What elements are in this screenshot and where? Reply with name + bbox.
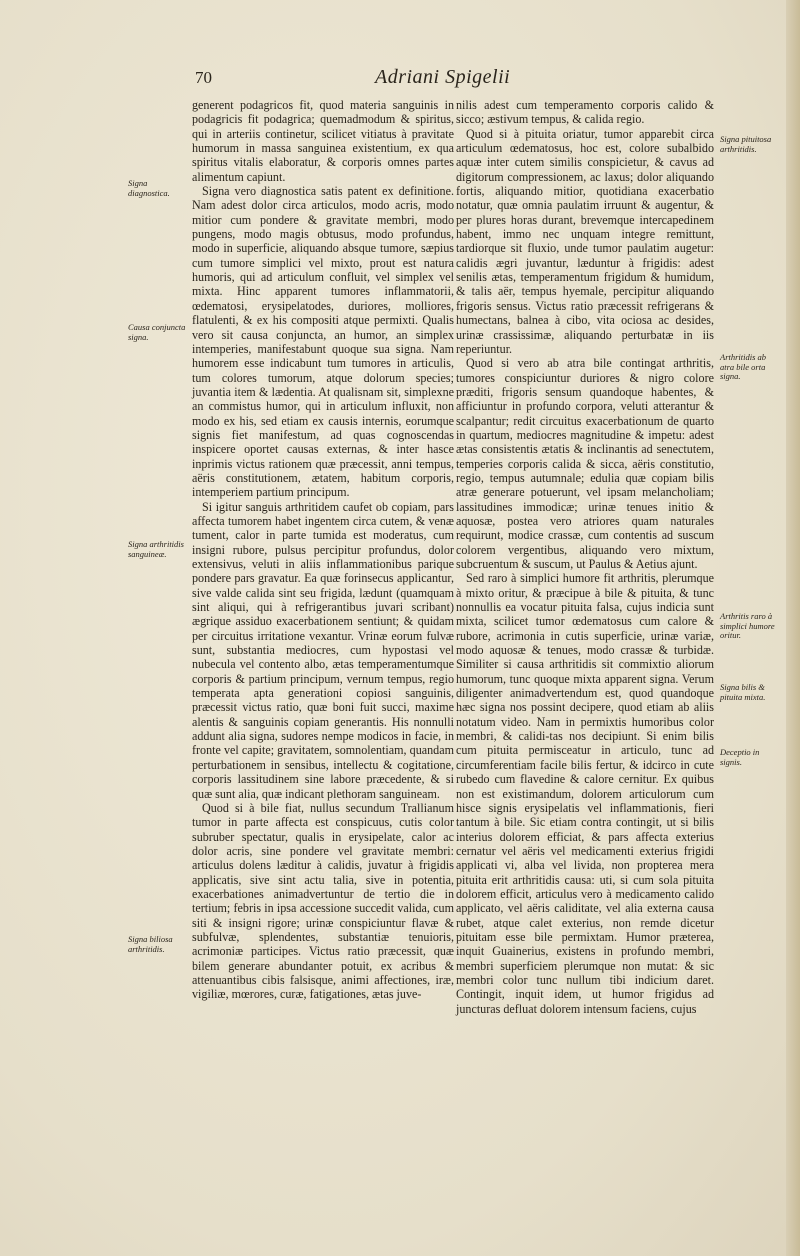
paragraph: Quod si vero ab atra bile contingat arthritis, tumores conspiciuntur duriores & nigro colore præditi, frigoris sensum quandoque habentes, & afficiuntur in profundo corpora, veluti atterantur & scalpantur; redit circuitus exacerbationum de quarto in quartum, mediocres magnitudine & impetu: adest ætas consistentis ætatis & inclinantis ad senectutem, temperies corporis calida & sicca, aëris constitutio, regio, tempus autumnale; edulia quæ copiam bilis atræ generare potuerunt, vel ipsam melancholiam; lassitudines immodicæ; urinæ tenues initio & aquosæ, postea vero atriores quam naturales requirunt, modice crassæ, cum contentis ad suscum colorem vergentibus, aliquando vero mixtum, subcruentum & suscum, ut Paulus & Aetius ajunt. [456,356,714,571]
margin-note: Signa bilis & pituita mixta. [720,682,766,702]
page-header [195,68,735,92]
paragraph: Quod si à pituita oriatur, tumor apparebit circa articulum œdematosus, hoc est, colore subalbido aquæ inter cutem similis conspicietur, & cavus ad digitorum compressionem, ac laxus; dolor aliquando fortis, aliquando mitior, quotidiana exacerbatio notatur, quæ omnia paulatim irruunt & augentur, & per plures horas durant, brevemque intercapedinem habent, immo nec unquam integre remittunt, tardiorque sit fluxio, unde tumor paulatim augetur: calidis ægri juvantur, læduntur à frigidis: adest senilis ætas, temperamentum frigidum & humidum, & talis aër, tempus hyemale, percipitur aliquando frigoris sensus. Victus ratio præcessit refrigerans & humectans, balnea à cibo, vita ociosa ac desides, urinæ crassissimæ, aliquando perturbatæ in iis reperiuntur. [456,126,714,356]
margin-note: Causa conjuncta signa. [128,322,186,342]
paragraph: Signa vero diagnostica satis patent ex definitione. Nam adest dolor circa articulos, modo acris, modo mitior cum pondere & gravitate membri, modo pungens, modo magis obtusus, modo profundus, modo in superficie, aliquando absque tumore, sæpius cum tumore simplici vel mixto, prout est natura humoris, qui ad articulum confluit, vel simplex vel mixta. Hinc apparent tumores inflammatorii, œdematosi, erysipelatodes, duriores, molliores, flatulenti, & ex his compositi atque permixti. Qualis vero sit causa conjuncta, an humor, an simplex intemperies, manifestabunt quoque sua signa. Nam humorem esse indicabunt tum tumores in articulis, tum colores tumorum, atque dolorum species; juvantia item & lædentia. At qualisnam sit, simplexne an commistus humor, qui in articulum influxit, non modo ex his, sed etiam ex causis internis, eorumque signis fiet manifestum, ad quas cognoscendas inspicere oportet causas externas, & inter hasce inprimis victus rationem quæ præcessit, anni tempus, aëris constitutionem, ætatem, habitum corporis, intemperiem partium principum. [192,184,454,500]
left-column [192,98,454,1002]
page-edge [786,0,800,1256]
paragraph: generent podagricos fit, quod materia sanguinis in podagricis fit podagrica; quemadmodum & spiritus, qui in arteriis continetur, scilicet vitiatus à pravitate humorum in massa sanguinea existentium, ex qua spiritus vitalis elaboratur, & corporis omnes partes alimentum capiunt. [192,98,454,184]
margin-note: Signa pituitosa arthritidis. [720,134,772,154]
page-number: 70 [195,68,212,87]
right-column [456,98,714,1016]
margin-note: Deceptio in signis. [720,747,760,767]
paragraph: Quod si à bile fiat, nullus secundum Trallianum tumor in parte affecta est conspicuus, cutis color subruber spectatur, qualis in erysipelate, calor ac dolor acris, sine pondere vel gravitate membri: articulus dolens læditur à calidis, juvatur à frigidis applicatis, sive sint actu talia, sive in potentia, exacerbationes animadvertuntur de tertio die in tertium; febris in ipsa accessione succedit valida, cum siti & insigni rigore; urinæ conspiciuntur flavæ & subfulvæ, splendentes, substantiæ tenuioris, acrimoniæ participes. Victus ratio præcessit, quæ bilem generare abundanter potuit, ex acribus & attenuantibus cibis falsisque, animi affectiones, iræ, vigiliæ, mœrores, curæ, fatigationes, ætas juve- [192,800,454,1002]
margin-note: Signa biliosa arthritidis. [128,934,173,954]
margin-note: Signa diagnostica. [128,178,170,198]
running-title: Adriani Spigelii [375,66,511,88]
margin-note: Arthritidis ab atra bile orta signa. [720,352,767,381]
paragraph: Sed raro à simplici humore fit arthritis, plerumque à mixto oritur, & præcipue à bile & pituita, & tunc nonnullis ea vocatur pituita falsa, cujus indicia sunt mixta, scilicet tumor œdematosus cum calore & rubore, acrimonia in cutis superficie, urinæ variæ, modo aquosæ & tenues, modo crassæ & turbidæ. Similiter si causa arthritidis sit commixtio aliorum humorum, tunc quoque mixta apparent signa. Verum diligenter animadvertendum est, quod quandoque hæc signa nos possint decipere, quod etiam ab aliis notatum video. Nam in permixtis humoribus color membri, & calidi-tas nos decipiunt. Si enim bilis cum pituita permisceatur in articulo, tunc ad circumferentiam facile bilis fertur, & idcirco in cute rubedo cum flavedine & calore cernitur. Ex quibus non est existimandum, dolorem articulorum cum hisce signis erysipelatis vel inflammationis, fieri tantum à bile. Sic etiam contra contingit, ut si bilis interius dolorem efficiat, & pars affecta exterius cernatur vel aëris vel medicamenti exterius frigidi applicati vi, alba vel livida, non propterea mera pituita erit arthritidis causa: uti, si cum sola pituita dolorem efficit, articulus vero à medicamento calido applicato, vel aëris caliditate, vel alia externa causa rubet, atque calet exterius, non remde dicetur pituitam esse bile permixtam. Humor præterea, inquit Guainerius, existens in profundo membri, membri superficiem plerumque non mutat: & sic membri color tunc nullum tibi indicium daret. Contingit, inquit idem, ut humor frigidus ad juncturas defluat dolorem intensum faciens, cujus [456,571,714,1016]
margin-note: Signa arthritidis sanguineæ. [128,539,184,559]
margin-note: Arthritis raro à simplici humore oritur. [720,611,775,640]
paragraph: Si igitur sanguis arthritidem caufet ob copiam, pars affecta tumorem habet ingentem circa cutem, & venæ tument, calor in parte tumida est moderatus, cum insigni rubore, pulsus percipitur profundus, dolor extensivus, veluti in aliis inflammationibus parique pondere pars gravatur. Ea quæ forinsecus applicantur, sive valde calida sint seu frigida, lædunt (quamquam sint aliqui, qui à refrigerantibus juvari scribant) ægrique assiduo exacerbationem sentiunt; & quidam per circuitus irritatione vexantur. Vrinæ eorum fulvæ sunt, substantia mediocres, cum hypostasi vel nubecula vel contento albo, ætas temperamentumque corporis & partium principum, vernum tempus, regio temperata apta generationi copiosi sanguinis, præcessit victus ratio, quæ boni fuit succi, maxime alentis & sanguinis copiam generantis. His nonnulli addunt alia signa, sudores nempe modicos in facie, in fronte vel capite; gravitatem, somnolentiam, quandam perturbationem in sensibus, intellectu & cogitatione, corporis lassitudinem sine labore præcedente, & si quæ sunt alia, quæ indicant plethoram sanguineam. [192,499,454,801]
paragraph: nilis adest cum temperamento corporis calido & sicco; æstivum tempus, & calida regio. [456,98,714,127]
